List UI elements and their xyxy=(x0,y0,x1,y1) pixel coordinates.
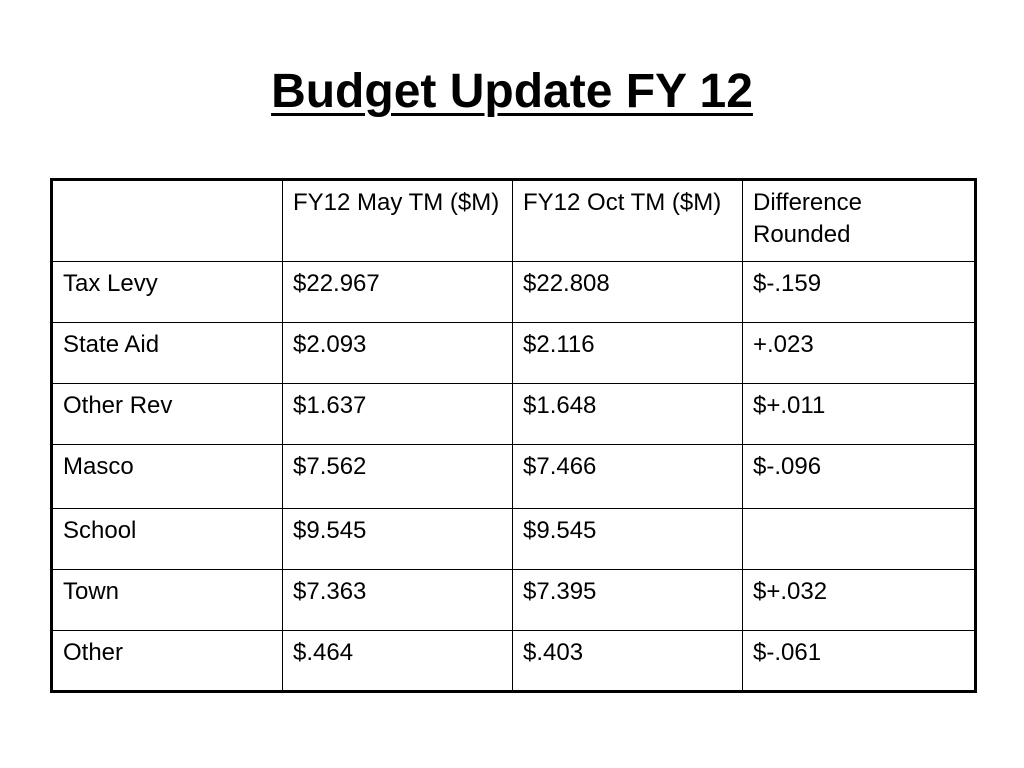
row-label: Masco xyxy=(52,445,283,509)
header-cell-may-tm: FY12 May TM ($M) xyxy=(283,180,513,262)
budget-table xyxy=(50,178,977,693)
difference-value: $-.159 xyxy=(743,262,976,323)
oct-value: $7.395 xyxy=(513,570,743,631)
difference-value: $-.096 xyxy=(743,445,976,509)
difference-value: $+.032 xyxy=(743,570,976,631)
row-label: Other xyxy=(52,631,283,692)
may-value: $7.562 xyxy=(283,445,513,509)
row-label: Tax Levy xyxy=(52,262,283,323)
table-header-row xyxy=(52,180,976,262)
difference-value: +.023 xyxy=(743,323,976,384)
may-value: $2.093 xyxy=(283,323,513,384)
difference-value: $-.061 xyxy=(743,631,976,692)
oct-value: $2.116 xyxy=(513,323,743,384)
table-row xyxy=(52,323,976,384)
oct-value: $22.808 xyxy=(513,262,743,323)
table-row xyxy=(52,384,976,445)
slide-title-text: Budget Update FY 12 xyxy=(271,65,753,118)
table-row xyxy=(52,631,976,692)
may-value: $9.545 xyxy=(283,509,513,570)
oct-value: $.403 xyxy=(513,631,743,692)
may-value: $1.637 xyxy=(283,384,513,445)
oct-value: $1.648 xyxy=(513,384,743,445)
oct-value: $7.466 xyxy=(513,445,743,509)
may-value: $.464 xyxy=(283,631,513,692)
table-row xyxy=(52,262,976,323)
difference-value: $+.011 xyxy=(743,384,976,445)
table-row xyxy=(52,570,976,631)
header-cell-difference: Difference Rounded xyxy=(743,180,976,262)
header-cell-blank xyxy=(52,180,283,262)
row-label: Town xyxy=(52,570,283,631)
table-row xyxy=(52,445,976,509)
row-label: Other Rev xyxy=(52,384,283,445)
row-label: State Aid xyxy=(52,323,283,384)
difference-value xyxy=(743,509,976,570)
may-value: $22.967 xyxy=(283,262,513,323)
may-value: $7.363 xyxy=(283,570,513,631)
row-label: School xyxy=(52,509,283,570)
oct-value: $9.545 xyxy=(513,509,743,570)
slide-title xyxy=(0,62,1024,122)
table-row xyxy=(52,509,976,570)
header-cell-oct-tm: FY12 Oct TM ($M) xyxy=(513,180,743,262)
